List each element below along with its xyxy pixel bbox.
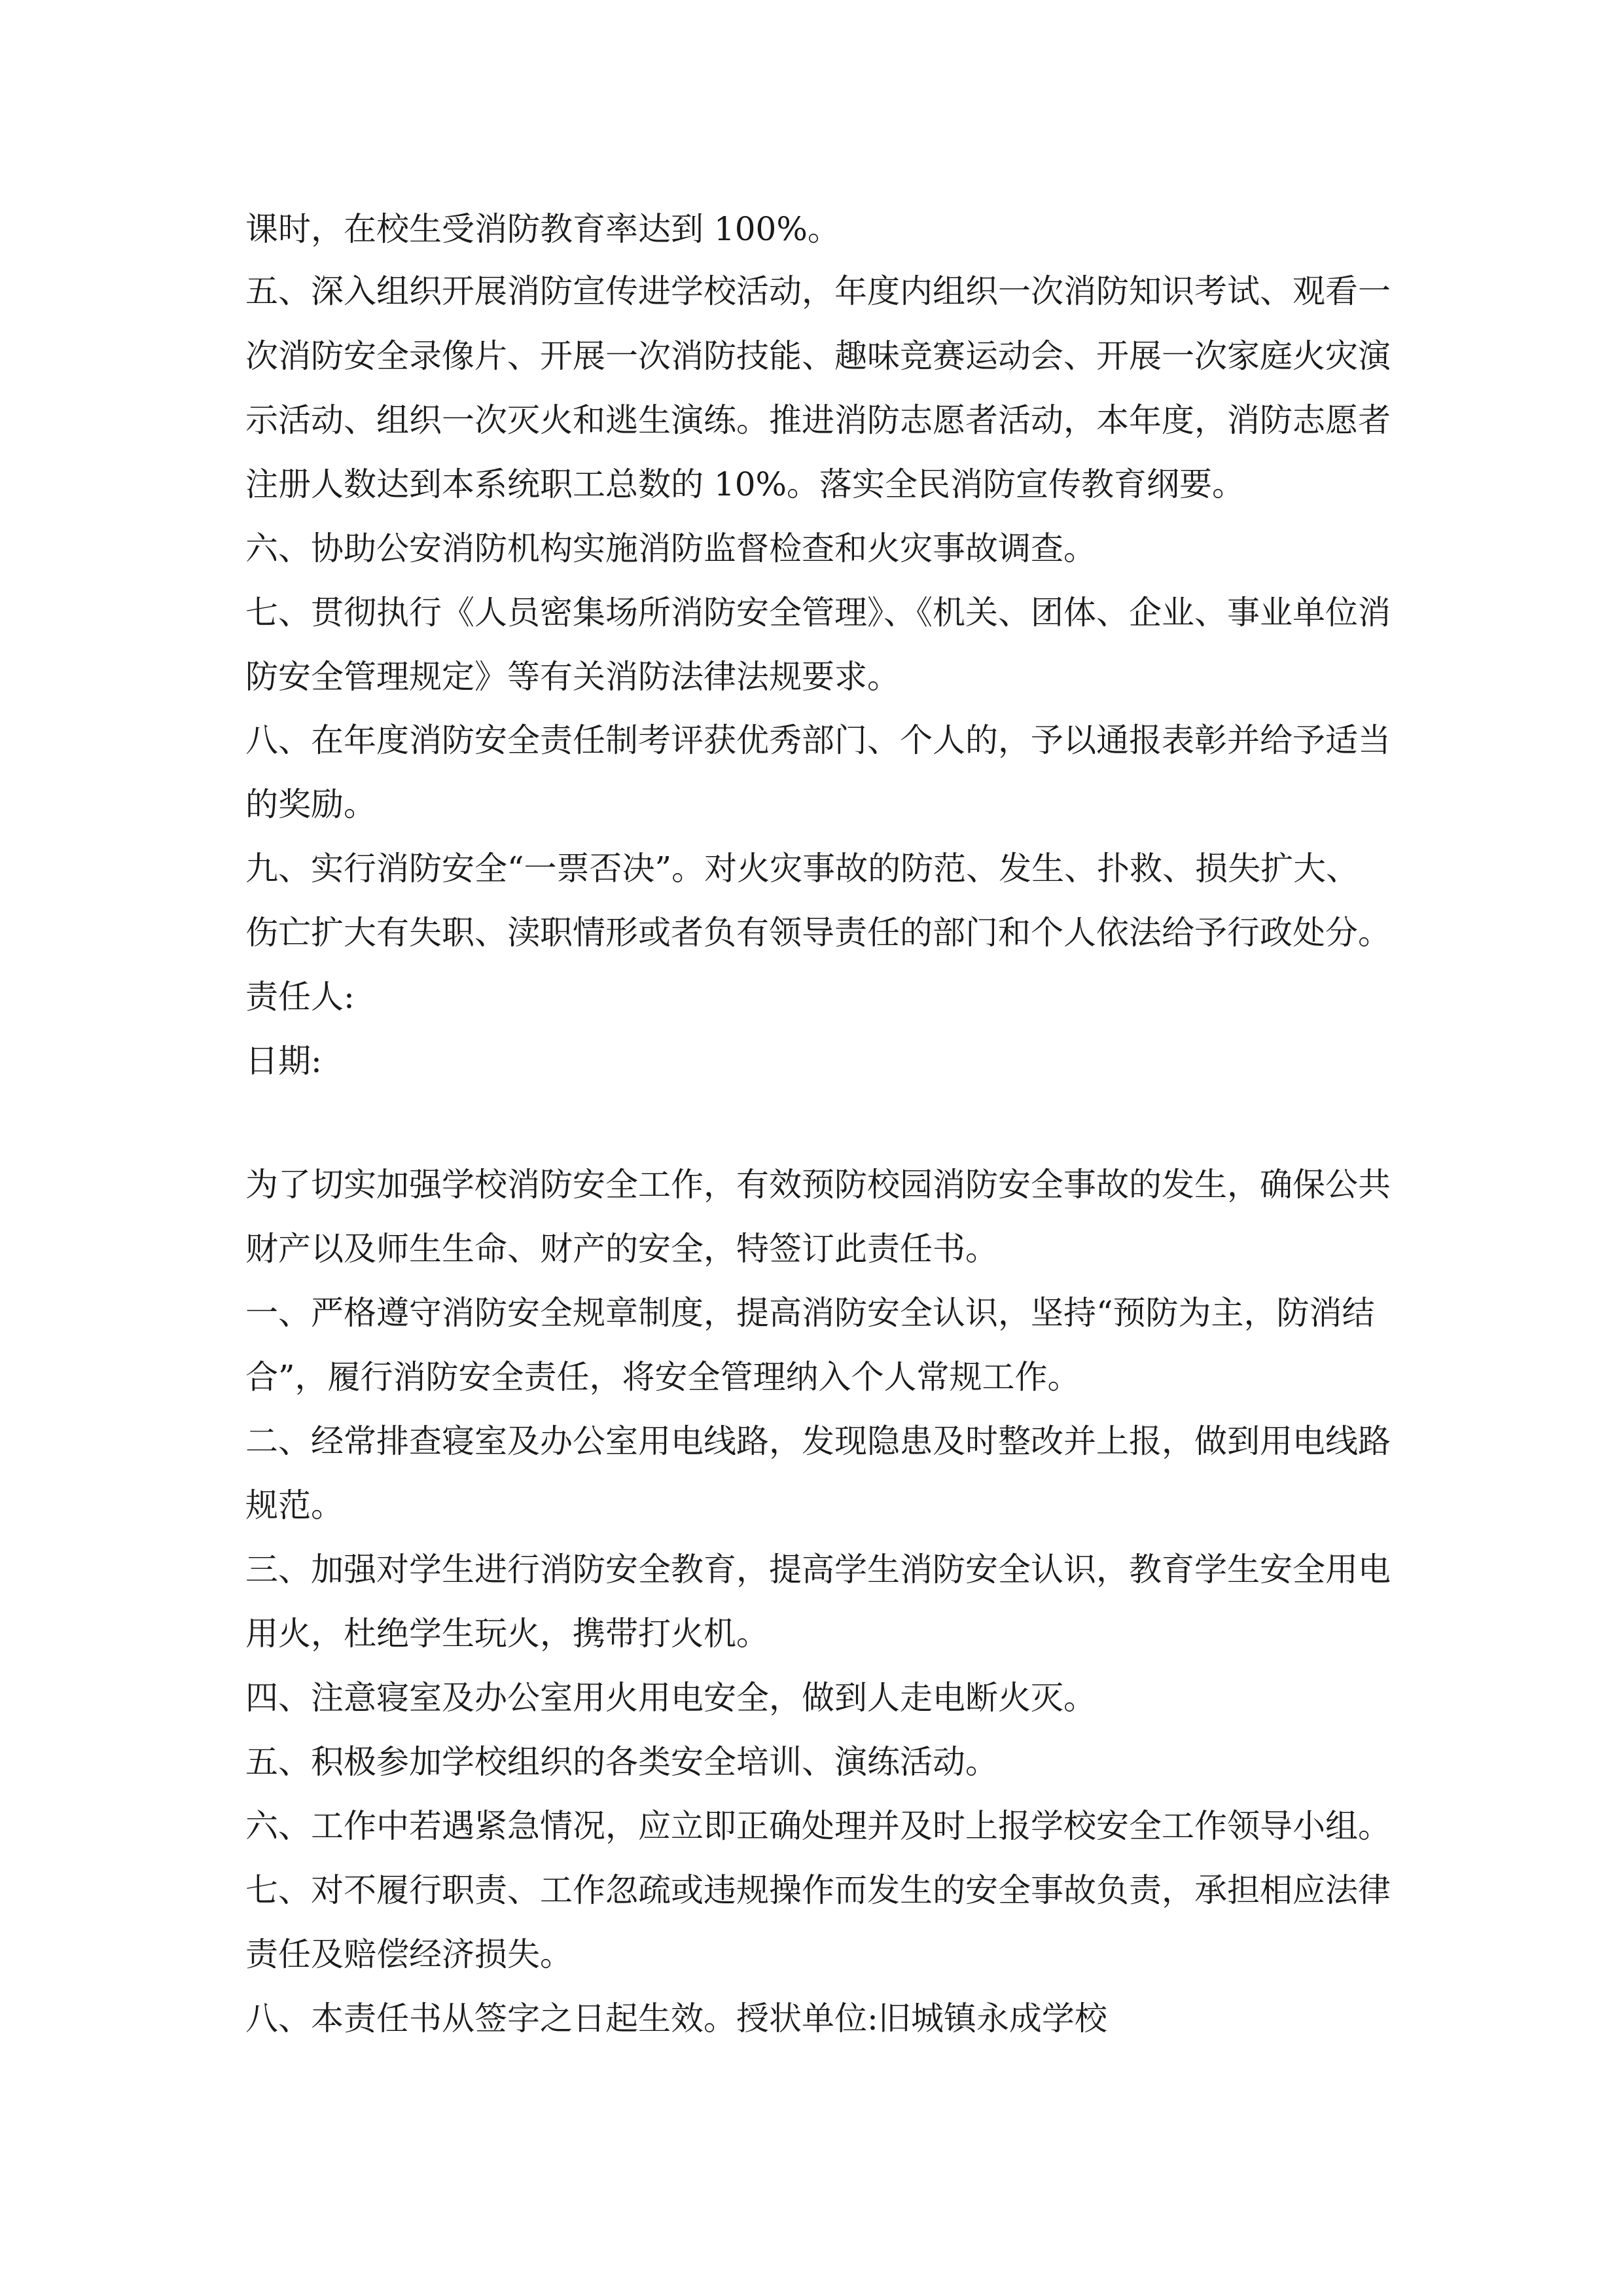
section1-line-4: 示活动、组织一次灭火和逃生演练。推进消防志愿者活动，本年度，消防志愿者 [245,401,1391,439]
section2-line-13: 责任及赔偿经济损失。 [245,1935,573,1973]
section1-line-10: 的奖励。 [245,785,376,823]
section2-line-10: 五、积极参加学校组织的各类安全培训、演练活动。 [245,1743,998,1781]
section2-line-6: 规范。 [245,1486,344,1524]
section1-line-1: 课时，在校生受消防教育率达到 100%。 [245,210,840,248]
section1-line-11: 九、实行消防安全“一票否决”。对火灾事故的防范、发生、扑救、损失扩大、 [245,850,1359,888]
section1-line-3: 次消防安全录像片、开展一次消防技能、趣味竞赛运动会、开展一次家庭火灾演 [245,337,1391,375]
section2-line-5: 二、经常排查寝室及办公室用电线路，发现隐患及时整改并上报，做到用电线路 [245,1422,1391,1460]
section1-line-7: 七、贯彻执行《人员密集场所消防安全管理》、《机关、团体、企业、事业单位消 [245,594,1391,632]
section2-line-11: 六、工作中若遇紧急情况，应立即正确处理并及时上报学校安全工作领导小组。 [245,1807,1391,1845]
section1-line-2: 五、深入组织开展消防宣传进学校活动，年度内组织一次消防知识考试、观看一 [245,272,1391,310]
section2-line-12: 七、对不履行职责、工作忽疏或违规操作而发生的安全事故负责，承担相应法律 [245,1871,1391,1909]
responsible-label: 责任人: [245,978,355,1016]
section2-line-1: 为了切实加强学校消防安全工作，有效预防校园消防安全事故的发生，确保公共 [245,1166,1391,1204]
section1-line-8: 防安全管理规定》等有关消防法律法规要求。 [245,658,900,696]
section2-line-14: 八、本责任书从签字之日起生效。授状单位:旧城镇永成学校 [245,2000,1107,2037]
section2-line-9: 四、注意寝室及办公室用火用电安全，做到人走电断火灭。 [245,1679,1096,1717]
section1-line-6: 六、协助公安消防机构实施消防监督检查和火灾事故调查。 [245,529,1096,567]
section2-line-7: 三、加强对学生进行消防安全教育，提高学生消防安全认识，教育学生安全用电 [245,1551,1391,1588]
section2-line-3: 一、严格遵守消防安全规章制度，提高消防安全认识，坚持“预防为主，防消结 [245,1294,1375,1332]
date-label: 日期: [245,1042,322,1080]
section2-line-4: 合”，履行消防安全责任，将安全管理纳入个人常规工作。 [245,1358,1080,1396]
section1-line-5: 注册人数达到本系统职工总数的 10%。落实全民消防宣传教育纲要。 [245,465,1245,503]
section1-line-9: 八、在年度消防安全责任制考评获优秀部门、个人的，予以通报表彰并给予适当 [245,721,1391,759]
section2-line-2: 财产以及师生生命、财产的安全，特签订此责任书。 [245,1230,998,1268]
section1-line-12: 伤亡扩大有失职、渎职情形或者负有领导责任的部门和个人依法给予行政处分。 [245,914,1391,952]
section2-line-8: 用火，杜绝学生玩火，携带打火机。 [245,1615,769,1653]
